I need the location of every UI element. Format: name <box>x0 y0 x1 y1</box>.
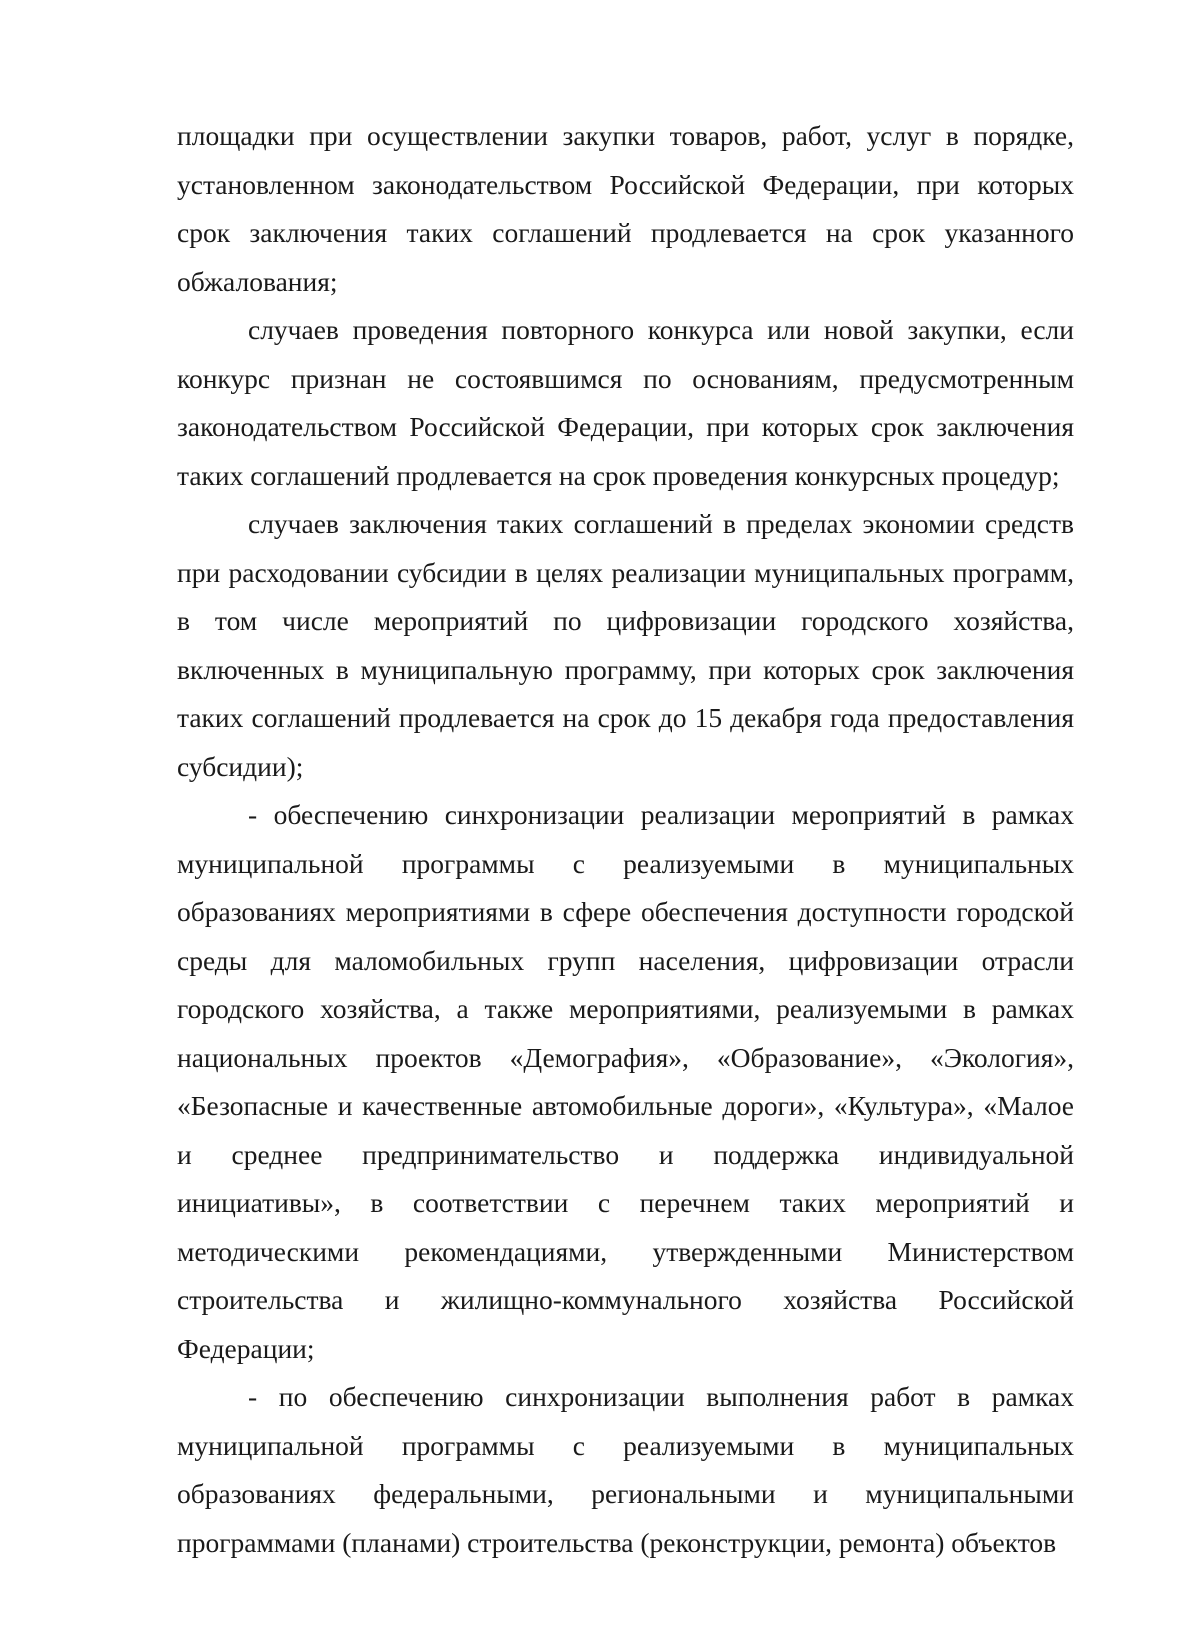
document-body <box>177 112 1074 1567</box>
paragraph-continuation: площадки при осуществлении закупки товаров, работ, услуг в порядке, установленном законодательством Российской Федерации, при которых срок заключения таких соглашений продлевается на срок указанного обжалования; <box>177 120 1074 297</box>
paragraph-repeat-tender: случаев проведения повторного конкурса или новой закупки, если конкурс признан не состоявшимся по основаниям, предусмотренным законодательством Российской Федерации, при которых срок заключения таких соглашений продлевается на срок проведения конкурсных процедур; <box>177 314 1074 491</box>
paragraph-synchronization-measures: - обеспечению синхронизации реализации мероприятий в рамках муниципальной программы с реализуемыми в муниципальных образованиях мероприятиями в сфере обеспечения доступности городской среды для маломобильных групп населения, цифровизации отрасли городского хозяйства, а также мероприятиями, реализуемыми в рамках национальных проектов «Демография», «Образование», «Экология», «Безопасные и качественные автомобильные дороги», «Культура», «Малое и среднее предпринимательство и поддержка индивидуальной инициативы», в соответствии с перечнем таких мероприятий и методическими рекомендациями, утвержденными Министерством строительства и жилищно-коммунального хозяйства Российской Федерации; <box>177 799 1074 1364</box>
paragraph-savings: случаев заключения таких соглашений в пределах экономии средств при расходовании субсидии в целях реализации муниципальных программ, в том числе мероприятий по цифровизации городского хозяйства, включенных в муниципальную программу, при которых срок заключения таких соглашений продлевается на срок до 15 декабря года предоставления субсидии); <box>177 508 1074 782</box>
paragraph-synchronization-works: - по обеспечению синхронизации выполнения работ в рамках муниципальной программы с реализуемыми в муниципальных образованиях федеральными, региональными и муниципальными программами (планами) строительства (реконструкции, ремонта) объектов <box>177 1381 1074 1558</box>
